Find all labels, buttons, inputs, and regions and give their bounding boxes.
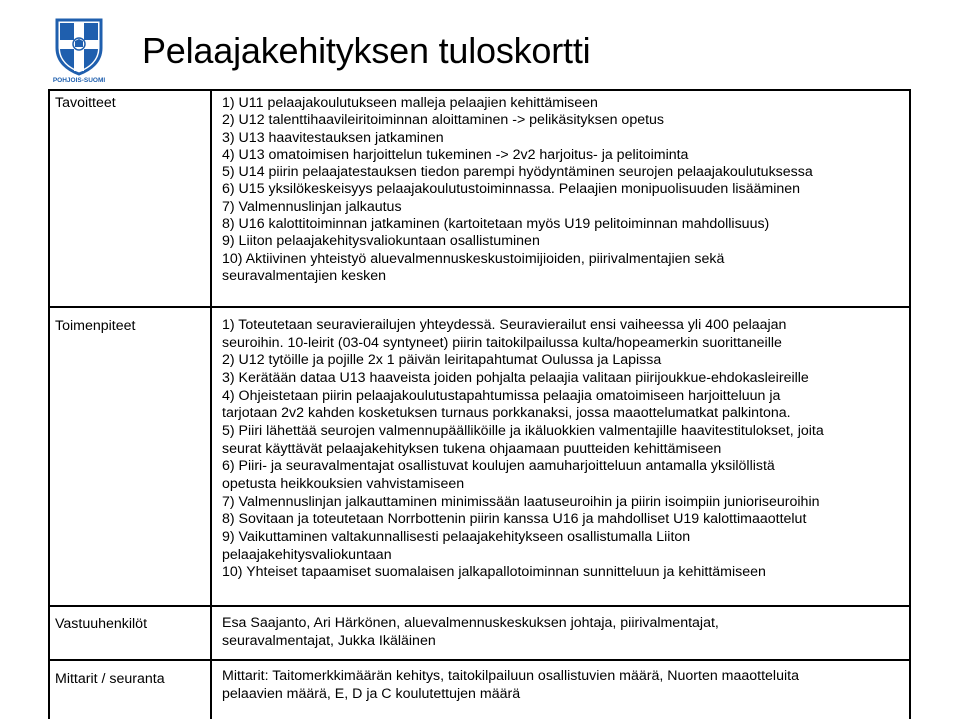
content-line: 9) Vaikuttaminen valtakunnallisesti pelaajakehitykseen osallistumalla Liiton xyxy=(222,528,691,545)
content-line: 1) U11 pelaajakoulutukseen malleja pelaajien kehittämiseen xyxy=(222,95,598,111)
row-label-tavoitteet: Tavoitteet xyxy=(55,95,116,111)
content-line: seurat käyttävät pelaajakehityksen tukena ohjaamaan puutteiden kehittämiseen xyxy=(222,440,722,457)
content-line: 9) Liiton pelaajakehitysvaliokuntaan osallistuminen xyxy=(222,233,540,250)
content-line: 7) Valmennuslinjan jalkauttaminen minimissään laatuseuroihin ja piirin isoimpiin junioriseuroihin xyxy=(222,493,820,510)
logo-text: POHJOIS-SUOMI xyxy=(52,77,106,84)
table-row-divider xyxy=(48,659,911,661)
content-line: seuravalmentajat, Jukka Ikäläinen xyxy=(222,632,436,649)
content-line: Mittarit: Taitomerkkimäärän kehitys, taitokilpailuun osallistuvien määrä, Nuorten maaotteluita xyxy=(222,668,799,684)
row-content-vastuuhenkilot xyxy=(222,615,906,650)
content-line: pelaavien määrä, E, D ja C koulutettujen määrä xyxy=(222,685,521,702)
page-title: Pelaajakehityksen tuloskortti xyxy=(142,30,591,71)
content-line: 10) Aktiivinen yhteistyö aluevalmennuskeskustoimijioiden, piirivalmentajien sekä xyxy=(222,250,725,267)
content-line: 8) U16 kalottitoiminnan jatkaminen (kartoitetaan myös U19 pelitoiminnan mahdollisuus) xyxy=(222,216,770,233)
content-line: 4) U13 omatoimisen harjoittelun tukeminen -> 2v2 harjoitus- ja pelitoiminta xyxy=(222,146,689,163)
table-row-divider xyxy=(48,306,911,308)
table-column-divider xyxy=(210,89,212,719)
content-line: 3) U13 haavitestauksen jatkaminen xyxy=(222,129,444,146)
content-line: pelaajakehitysvaliokuntaan xyxy=(222,546,392,563)
row-content-tavoitteet xyxy=(222,95,906,285)
content-line: tarjotaan 2v2 kahden kosketuksen turnaus porkkanaksi, jossa maaottelumatkat palkintona. xyxy=(222,405,791,422)
row-label-mittarit: Mittarit / seuranta xyxy=(55,671,165,687)
row-content-toimenpiteet xyxy=(222,317,906,582)
content-line: 7) Valmennuslinjan jalkautus xyxy=(222,198,402,215)
table-row-divider xyxy=(48,605,911,607)
content-line: 1) Toteutetaan seuravierailujen yhteydessä. Seuravierailut ensi vaiheessa yli 400 pelaajan xyxy=(222,317,787,333)
content-line: 8) Sovitaan ja toteutetaan Norrbottenin piirin kanssa U16 ja mahdolliset U19 kalottimaaottelut xyxy=(222,511,807,528)
content-line: seuravalmentajien kesken xyxy=(222,267,387,284)
content-line: 2) U12 tytöille ja pojille 2x 1 päivän leiritapahtumat Oulussa ja Lapissa xyxy=(222,352,662,369)
content-line: seuroihin. 10-leirit (03-04 syntyneet) piirin taitokilpailussa kulta/hopeamerkin suorittaneille xyxy=(222,334,782,351)
content-line: opetusta heikkouksien vahvistamiseen xyxy=(222,475,465,492)
fa-crest-icon xyxy=(44,14,114,84)
content-line: 10) Yhteiset tapaamiset suomalaisen jalkapallotoiminnan sunnitteluun ja kehittämiseen xyxy=(222,564,766,581)
content-line: 6) Piiri- ja seuravalmentajat osallistuvat koulujen aamuharjoitteluun antamalla yksilöllistä xyxy=(222,458,775,475)
content-line: Esa Saajanto, Ari Härkönen, aluevalmennuskeskuksen johtaja, piirivalmentajat, xyxy=(222,615,719,631)
row-label-vastuuhenkilot: Vastuuhenkilöt xyxy=(55,616,148,632)
content-line: 2) U12 talenttihaavileiritoiminnan aloittaminen -> pelikäsityksen opetus xyxy=(222,112,665,129)
content-line: 4) Ohjeistetaan piirin pelaajakoulutustapahtumissa pelaajia omatoimiseen harjoitteluun ja xyxy=(222,387,781,404)
content-line: 6) U15 yksilökeskeisyys pelaajakoulutustoiminnassa. Pelaajien monipuolisuuden lisääminen xyxy=(222,181,801,198)
content-line: 5) U14 piirin pelaajatestauksen tiedon parempi hyödyntäminen seurojen pelaajakoulutuksessa xyxy=(222,164,813,181)
row-content-mittarit xyxy=(222,668,906,703)
row-label-toimenpiteet: Toimenpiteet xyxy=(55,318,136,334)
content-line: 3) Kerätään dataa U13 haaveista joiden pohjalta pelaajia valitaan piirijoukkue-ehdokasleireille xyxy=(222,369,809,386)
content-line: 5) Piiri lähettää seurojen valmennupäälliköille ja ikäluokkien valmentajille haavitestitulokset, joita xyxy=(222,422,824,439)
